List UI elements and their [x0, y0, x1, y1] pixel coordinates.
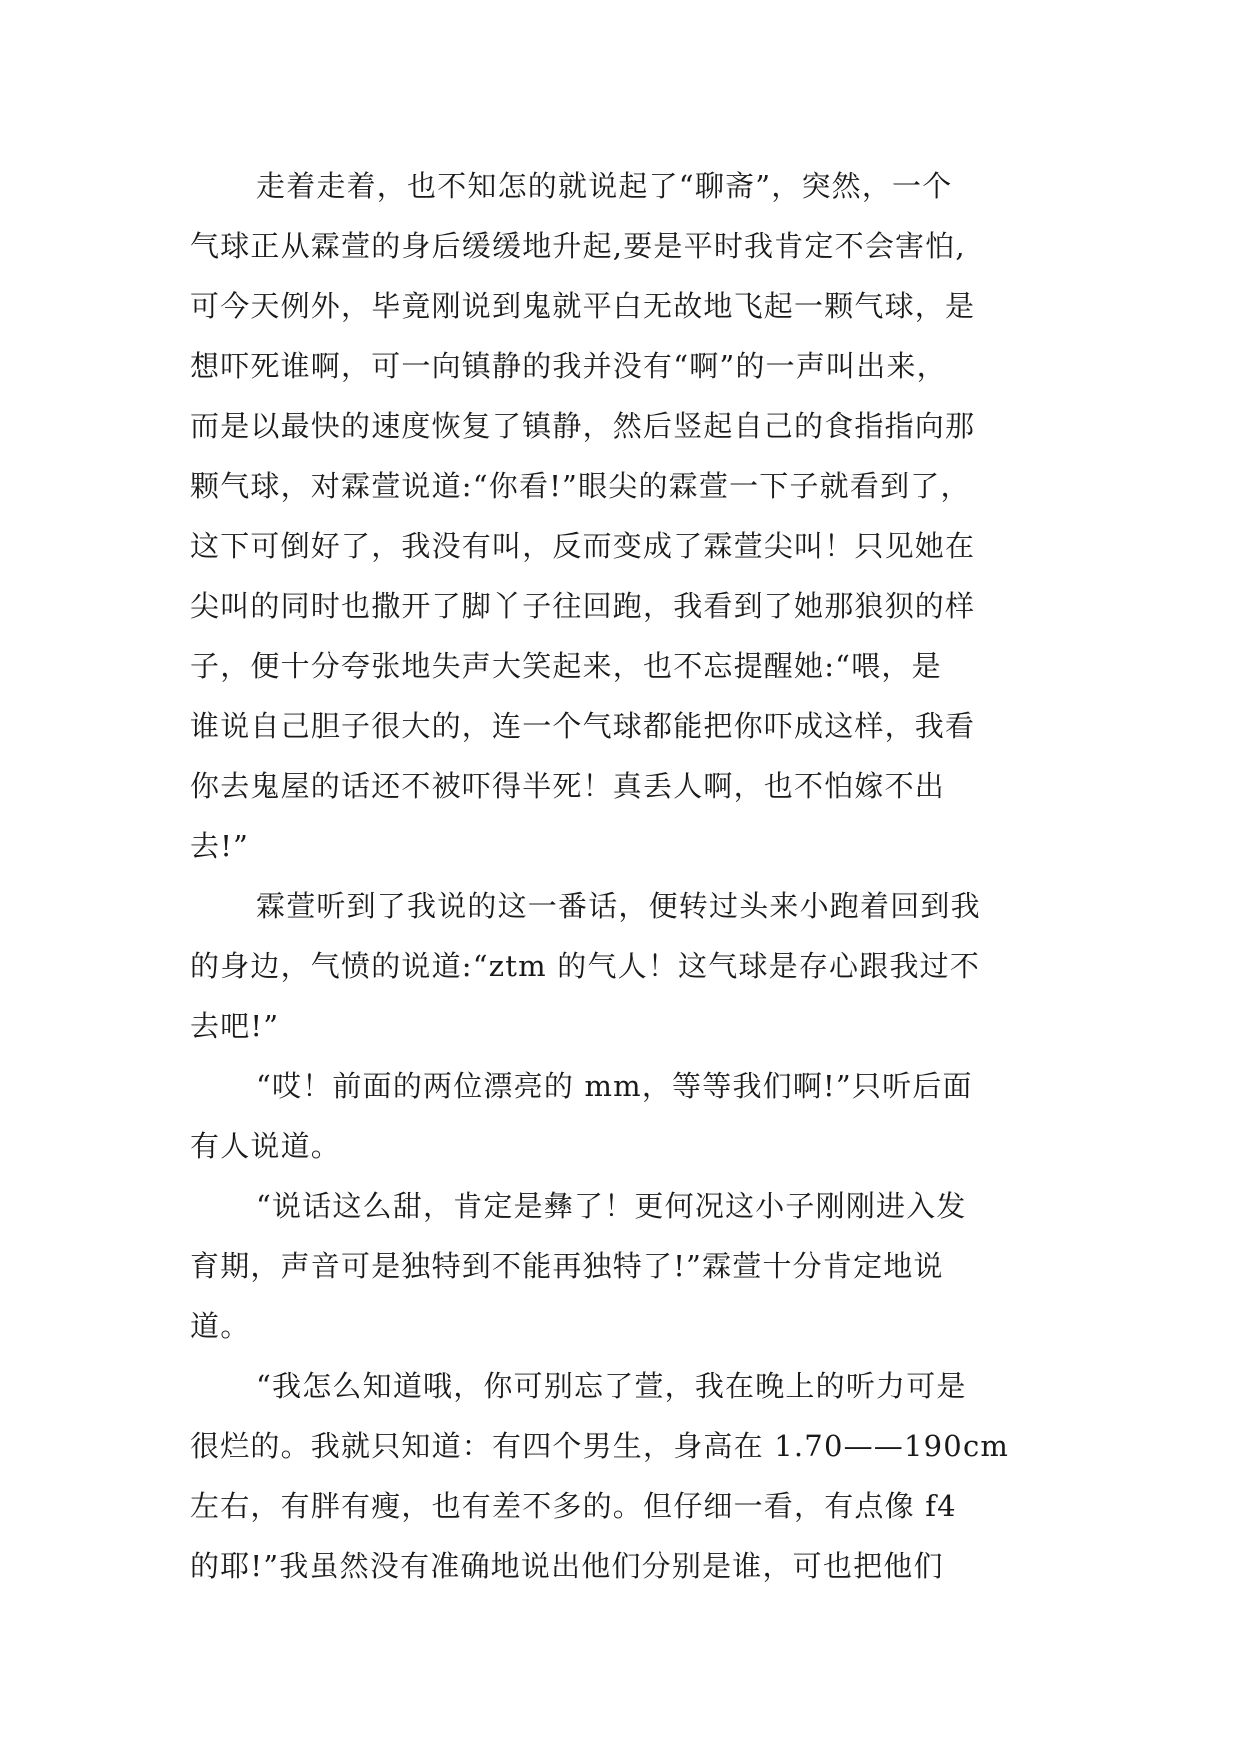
text-line: 去!”: [190, 829, 250, 863]
text-line: 霖萱听到了我说的这一番话，便转过头来小跑着回到我: [256, 889, 981, 923]
text-line: “哎！前面的两位漂亮的 mm，等等我们啊!”只听后面: [256, 1069, 973, 1103]
text-line: 气球正从霖萱的身后缓缓地升起,要是平时我肯定不会害怕,: [190, 229, 966, 263]
paragraph-2: [190, 876, 1050, 1056]
paragraph-4: [190, 1176, 1050, 1356]
text-line: “说话这么甜，肯定是彝了！更何况这小子刚刚进入发: [256, 1189, 967, 1223]
text-line: 颗气球，对霖萱说道:“你看!”眼尖的霖萱一下子就看到了，: [190, 469, 971, 503]
paragraph-3: [190, 1056, 1050, 1176]
text-line: 道。: [190, 1309, 251, 1343]
text-line: 很烂的。我就只知道：有四个男生，身高在 1.70——190cm: [190, 1429, 1010, 1463]
body-text: [190, 156, 1050, 1596]
text-line: 有人说道。: [190, 1129, 342, 1163]
text-line: 子，便十分夸张地失声大笑起来，也不忘提醒她:“喂，是: [190, 649, 942, 683]
text-line: 育期，声音可是独特到不能再独特了!”霖萱十分肯定地说: [190, 1249, 944, 1283]
text-line: 而是以最快的速度恢复了镇静，然后竖起自己的食指指向那: [190, 409, 976, 443]
text-line: 想吓死谁啊，可一向镇静的我并没有“啊”的一声叫出来，: [190, 349, 947, 383]
text-line: 走着走着，也不知怎的就说起了“聊斋”，突然，一个: [256, 169, 953, 203]
text-line: 的耶!”我虽然没有准确地说出他们分别是谁，可也把他们: [190, 1549, 944, 1583]
text-line: 谁说自己胆子很大的，连一个气球都能把你吓成这样，我看: [190, 709, 976, 743]
text-line: 去吧!”: [190, 1009, 280, 1043]
text-line: 你去鬼屋的话还不被吓得半死！真丢人啊，也不怕嫁不出: [190, 769, 946, 803]
paragraph-5: [190, 1356, 1050, 1596]
text-line: 左右，有胖有瘦，也有差不多的。但仔细一看，有点像 f4: [190, 1489, 957, 1523]
text-line: 的身边，气愤的说道:“ztm 的气人！这气球是存心跟我过不: [190, 949, 981, 983]
text-line: 可今天例外，毕竟刚说到鬼就平白无故地飞起一颗气球，是: [190, 289, 976, 323]
paragraph-1: [190, 156, 1050, 876]
text-line: 尖叫的同时也撒开了脚丫子往回跑，我看到了她那狼狈的样: [190, 589, 976, 623]
text-line: “我怎么知道哦，你可别忘了萱，我在晚上的听力可是: [256, 1369, 967, 1403]
text-line: 这下可倒好了，我没有叫，反而变成了霖萱尖叫！只见她在: [190, 529, 976, 563]
